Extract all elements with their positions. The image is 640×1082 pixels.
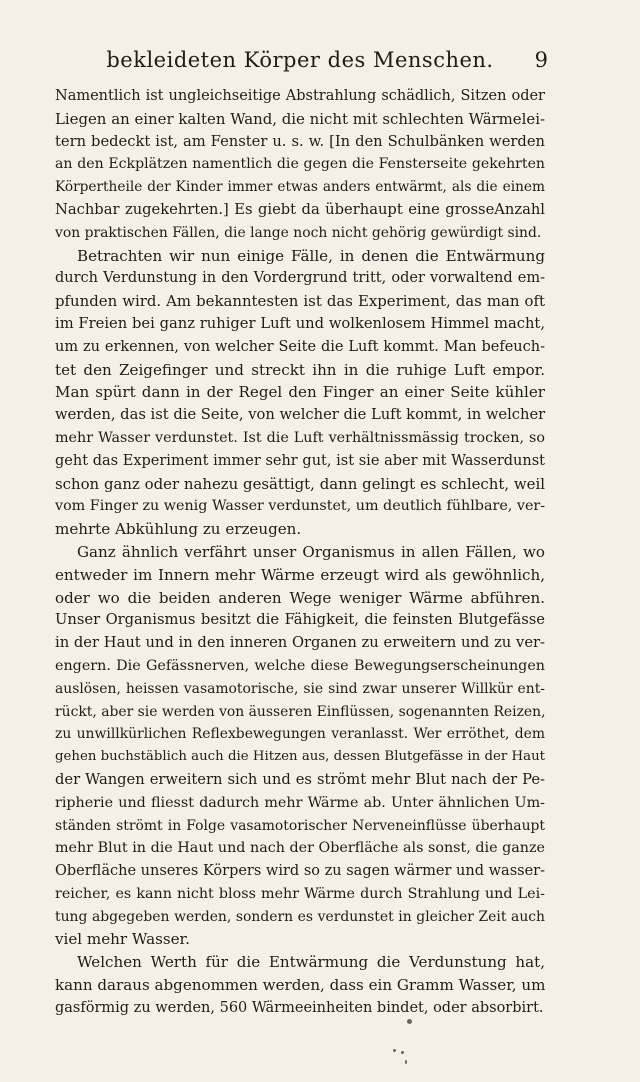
- text-line: mehrte Abkühlung zu erzeugen.: [55, 520, 302, 539]
- text-line: an den Eckplätzen namentlich die gegen die Fensterseite gekehrten: [55, 156, 545, 173]
- text-line: Körpertheile der Kinder immer etwas anders entwärmt, als die einem: [55, 179, 545, 196]
- text-line: tung abgegeben werden, sondern es verdunstet in gleicher Zeit auch: [55, 908, 545, 925]
- text-line: werden, das ist die Seite, von welcher die Luft kommt, in welcher: [55, 406, 546, 424]
- text-line: tern bedeckt ist, am Fenster u. s. w. [In den Schulbänken werden: [55, 132, 545, 150]
- text-line: durch Verdunstung in den Vordergrund tritt, oder vorwaltend em-: [55, 270, 545, 287]
- running-title: bekleideten Körper des Menschen.: [106, 48, 494, 72]
- text-line: kann daraus abgenommen werden, dass ein Gramm Wasser, um: [55, 976, 546, 995]
- text-line: reicher, es kann nicht bloss mehr Wärme durch Strahlung und Lei-: [55, 885, 545, 902]
- text-line: gasförmig zu werden, 560 Wärmeeinheiten bindet, oder absorbirt.: [55, 999, 544, 1016]
- text-line: rückt, aber sie werden von äusseren Einflüssen, sogenannten Reizen,: [55, 703, 546, 720]
- text-line: auslösen, heissen vasamotorische, sie sind zwar unserer Willkür ent-: [55, 680, 545, 697]
- text-line: in der Haut und in den inneren Organen zu erweitern und zu ver-: [55, 634, 545, 652]
- ink-speck: [407, 1019, 412, 1024]
- text-line: der Wangen erweitern sich und es strömt mehr Blut nach der Pe-: [55, 770, 545, 788]
- text-line: von praktischen Fällen, die lange noch nicht gehörig gewürdigt sind.: [55, 224, 542, 241]
- running-header: [55, 48, 548, 78]
- text-line: mehr Blut in die Haut und nach der Oberfläche als sonst, die ganze: [55, 840, 545, 857]
- text-line: um zu erkennen, von welcher Seite die Luft kommt. Man befeuch-: [55, 338, 545, 355]
- body-text: [55, 85, 545, 1020]
- text-line: vom Finger zu wenig Wasser verdunstet, um deutlich fühlbare, ver-: [55, 498, 546, 515]
- text-line: entweder im Innern mehr Wärme erzeugt wird als gewöhnlich,: [55, 565, 545, 584]
- paragraph-start-line: Welchen Werth für die Entwärmung die Verdunstung hat,: [77, 953, 545, 972]
- text-line: Nachbar zugekehrten.] Es giebt da überhaupt eine grosseAnzahl: [55, 200, 545, 218]
- ink-speck: [401, 1051, 404, 1054]
- text-line: Namentlich ist ungleichseitige Abstrahlung schädlich, Sitzen oder: [55, 88, 545, 104]
- text-line: pfunden wird. Am bekanntesten ist das Experiment, das man oft: [55, 292, 545, 311]
- text-line: Man spürt dann in der Regel den Finger an einer Seite kühler: [55, 383, 545, 402]
- ink-speck: [405, 1060, 407, 1064]
- page-number: 9: [534, 48, 548, 72]
- paragraph-start-line: Betrachten wir nun einige Fälle, in denen die Entwärmung: [77, 246, 545, 265]
- text-line: mehr Wasser verdunstet. Ist die Luft verhältnissmässig trocken, so: [55, 429, 545, 446]
- text-line: gehen buchstäblich auch die Hitzen aus, dessen Blutgefässe in der Haut: [55, 749, 545, 765]
- text-line: viel mehr Wasser.: [55, 930, 190, 949]
- paragraph-start-line: Ganz ähnlich verfährt unser Organismus in allen Fällen, wo: [77, 542, 545, 561]
- text-line: schon ganz oder nahezu gesättigt, dann gelingt es schlecht, weil: [55, 474, 545, 493]
- text-line: ständen strömt in Folge vasamotorischer Nerveneinflüsse überhaupt: [55, 817, 545, 834]
- text-line: im Freien bei ganz ruhiger Luft und wolkenlosem Himmel macht,: [55, 314, 545, 332]
- ink-speck: [393, 1049, 396, 1052]
- text-line: oder wo die beiden anderen Wege weniger Wärme abführen.: [55, 588, 545, 607]
- text-line: geht das Experiment immer sehr gut, ist sie aber mit Wasserdunst: [55, 452, 545, 469]
- text-line: Liegen an einer kalten Wand, die nicht mit schlechten Wärmelei-: [55, 109, 545, 128]
- text-line: zu unwillkürlichen Reflexbewegungen veranlasst. Wer erröthet, dem: [55, 726, 545, 743]
- text-line: Oberfläche unseres Körpers wird so zu sagen wärmer und wasser-: [55, 863, 545, 880]
- text-line: engern. Die Gefässnerven, welche diese Bewegungserscheinungen: [55, 657, 545, 674]
- text-line: ripherie und fliesst dadurch mehr Wärme ab. Unter ähnlichen Um-: [55, 794, 545, 811]
- text-line: Unser Organismus besitzt die Fähigkeit, die feinsten Blutgefässe: [55, 611, 545, 629]
- text-line: tet den Zeigefinger und streckt ihn in die ruhige Luft empor.: [55, 360, 545, 379]
